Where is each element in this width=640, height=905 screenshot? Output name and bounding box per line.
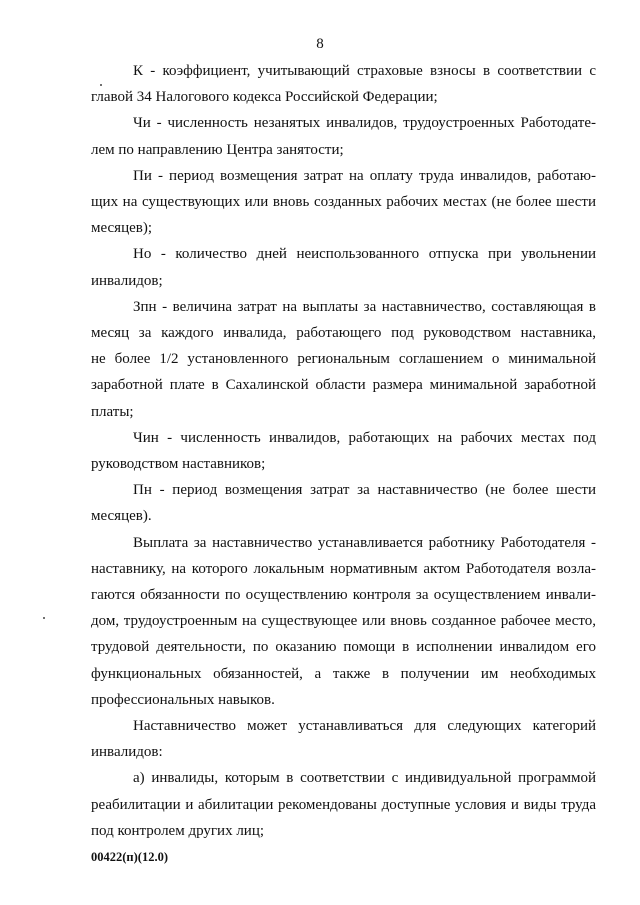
text-line: Наставничество может устанавливаться для следующих категорий (133, 718, 596, 735)
text-line: трудовой деятельности, по оказанию помощи в исполнении инвалидом его (91, 639, 596, 656)
paragraph (91, 713, 596, 765)
text-line: не более 1/2 установленного региональным соглашением о минимальной (91, 351, 596, 368)
text-line: наставнику, на которого локальным нормативным актом Работодателя возла- (91, 560, 596, 577)
paragraph (91, 765, 596, 844)
text-line: инвалидов; (91, 272, 163, 289)
document-body (91, 58, 596, 844)
paragraph (91, 241, 596, 293)
text-line: месяцев); (91, 220, 153, 237)
page-number: 8 (316, 36, 324, 52)
text-line: а) инвалиды, которым в соответствии с индивидуальной программой (133, 770, 596, 787)
text-line: Пн - период возмещения затрат за наставничество (не более шести (133, 482, 596, 499)
text-line: главой 34 Налогового кодекса Российской Федерации; (91, 89, 438, 106)
text-line: Выплата за наставничество устанавливается работнику Работодателя - (133, 534, 596, 551)
text-line: лем по направлению Центра занятости; (91, 141, 344, 158)
paragraph (91, 294, 596, 425)
text-line: Но - количество дней неиспользованного отпуска при увольнении (133, 246, 596, 263)
text-line: заработной плате в Сахалинской области размера минимальной заработной (91, 377, 596, 394)
text-line: профессиональных навыков. (91, 691, 275, 708)
text-line: реабилитации и абилитации рекомендованы доступные условия и виды труда (91, 796, 596, 813)
text-line: руководством наставников; (91, 456, 266, 473)
scan-speck (43, 617, 45, 619)
text-line: под контролем других лиц; (91, 822, 265, 839)
text-line: К - коэффициент, учитывающий страховые взносы в соответствии с (133, 63, 596, 79)
text-line: Зпн - величина затрат на выплаты за наставничество, составляющая в (133, 298, 596, 315)
paragraph (91, 530, 596, 713)
paragraph (91, 163, 596, 242)
text-line: функциональных обязанностей, а также в получении им необходимых (91, 665, 596, 682)
paragraph (91, 58, 596, 110)
text-line: инвалидов: (91, 744, 163, 761)
text-line: дом, трудоустроенным на существующее или вновь созданное рабочее место, (91, 613, 596, 630)
text-line: Чи - численность незанятых инвалидов, трудоустроенных Работодате- (133, 115, 596, 132)
scan-speck (100, 84, 102, 86)
text-line: платы; (91, 403, 134, 420)
text-line: гаются обязанности по осуществлению контроля за осуществлением инвали- (91, 587, 596, 604)
text-line: месяцев). (91, 508, 152, 525)
text-line: месяц за каждого инвалида, работающего под руководством наставника, (91, 325, 596, 342)
document-code: 00422(п)(12.0) (91, 850, 168, 864)
text-line: Пи - период возмещения затрат на оплату труда инвалидов, работаю- (133, 167, 596, 184)
text-line: Чин - численность инвалидов, работающих на рабочих местах под (133, 429, 596, 446)
paragraph (91, 425, 596, 477)
paragraph (91, 110, 596, 162)
text-line: щих на существующих или вновь созданных рабочих местах (не более шести (91, 194, 596, 211)
paragraph (91, 477, 596, 529)
